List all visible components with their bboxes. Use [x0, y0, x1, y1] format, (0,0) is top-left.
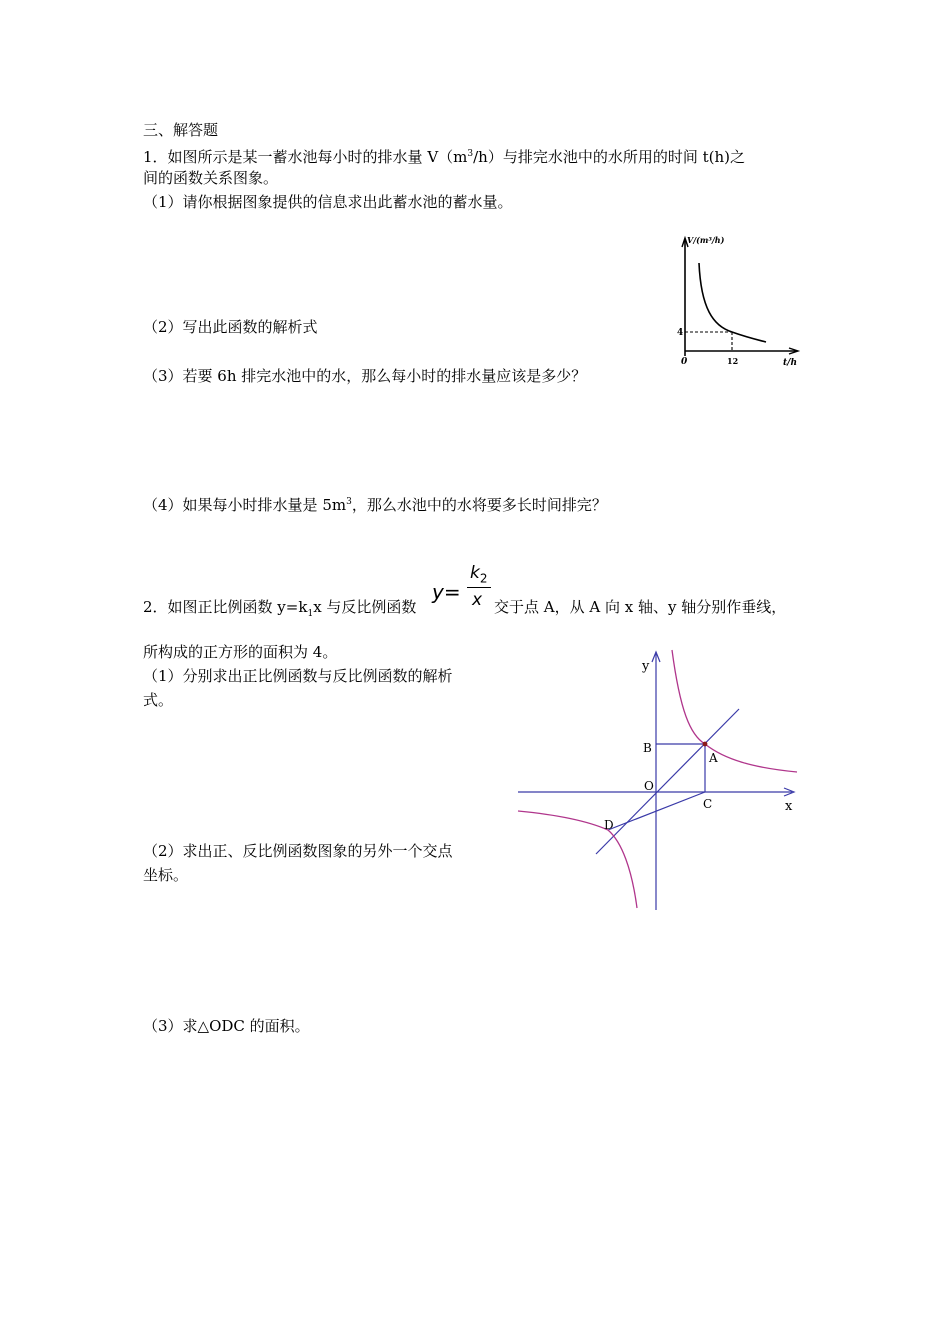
q2-graph-point-a: A: [709, 751, 718, 765]
q2-stem-line2: 所构成的正方形的面积为 4。: [143, 643, 338, 661]
q2-graph-x-label: x: [785, 799, 793, 814]
q1-part4-sup: 3: [346, 497, 352, 507]
q1-graph-origin-label: 0: [681, 357, 688, 367]
q2-graph-line: [596, 709, 739, 854]
q2-formula-numerator-sub: 2: [479, 571, 488, 586]
q2-graph-hyperbola-right: [672, 650, 797, 772]
q1-part4-a: （4）如果每小时排水量是 5m: [143, 496, 347, 514]
q2-part1-line2: 式。: [143, 691, 174, 709]
q1-graph-x-label: t/h: [783, 358, 797, 368]
q2-stem-line1-right: 交于点 A，从 A 向 x 轴、y 轴分别作垂线，: [494, 598, 787, 616]
q2-formula: [432, 560, 494, 616]
q1-graph: [670, 228, 810, 373]
q1-graph-x-tick: 12: [727, 356, 739, 366]
q2-formula-numerator: [470, 563, 488, 585]
q2-graph-point-b: B: [643, 741, 652, 755]
q2-part2-line1: （2）求出正、反比例函数图象的另外一个交点: [143, 842, 453, 860]
q2-part1-line1: （1）分别求出正比例函数与反比例函数的解析: [143, 667, 453, 685]
q1-part1: （1）请你根据图象提供的信息求出此蓄水池的蓄水量。: [143, 193, 513, 211]
q1-part3: （3）若要 6h 排完水池中的水，那么每小时的排水量应该是多少？: [143, 367, 587, 385]
q2-stem-line1-left: [143, 597, 416, 624]
q2-stem-line1-a: 2．如图正比例函数 y=k: [143, 598, 308, 616]
q2-formula-bar: [467, 587, 491, 588]
q2-formula-numerator-k: k: [470, 563, 480, 583]
q2-graph-point-a-dot: [703, 742, 708, 747]
q2-graph: [510, 640, 810, 915]
q2-graph-point-d: D: [604, 818, 614, 832]
q2-formula-lhs: y=: [432, 580, 461, 604]
section-title: 三、解答题: [143, 121, 219, 139]
q1-graph-y-label: V/(m³/h): [687, 235, 725, 245]
q1-stem-line1-a: 1．如图所示是某一蓄水池每小时的排水量 V（m: [143, 148, 468, 166]
q1-part2: （2）写出此函数的解析式: [143, 318, 318, 336]
q2-formula-denominator: x: [472, 590, 483, 610]
q1-stem-line1-sup: 3: [467, 149, 474, 159]
q2-graph-origin-label: O: [644, 779, 654, 793]
q2-part3: （3）求△ODC 的面积。: [143, 1017, 310, 1035]
q2-stem-line1-b: x 与反比例函数: [313, 598, 417, 616]
q1-part4-b: ，那么水池中的水将要多长时间排完？: [351, 496, 607, 514]
q2-graph-y-label: y: [642, 659, 650, 674]
q1-graph-y-tick: 4: [677, 328, 684, 338]
q1-part4: [143, 492, 607, 515]
q1-graph-curve: [699, 263, 766, 342]
q2-part2-line2: 坐标。: [143, 866, 189, 884]
q2-graph-point-c: C: [703, 797, 713, 811]
q1-stem-line1-b: /h）与排完水池中的水所用的时间 t(h)之: [473, 148, 745, 166]
q2-stem-line1-sub: 1: [307, 609, 314, 619]
q1-stem-line2: 间的函数关系图象。: [143, 169, 279, 187]
q1-stem-line1: [143, 144, 745, 167]
